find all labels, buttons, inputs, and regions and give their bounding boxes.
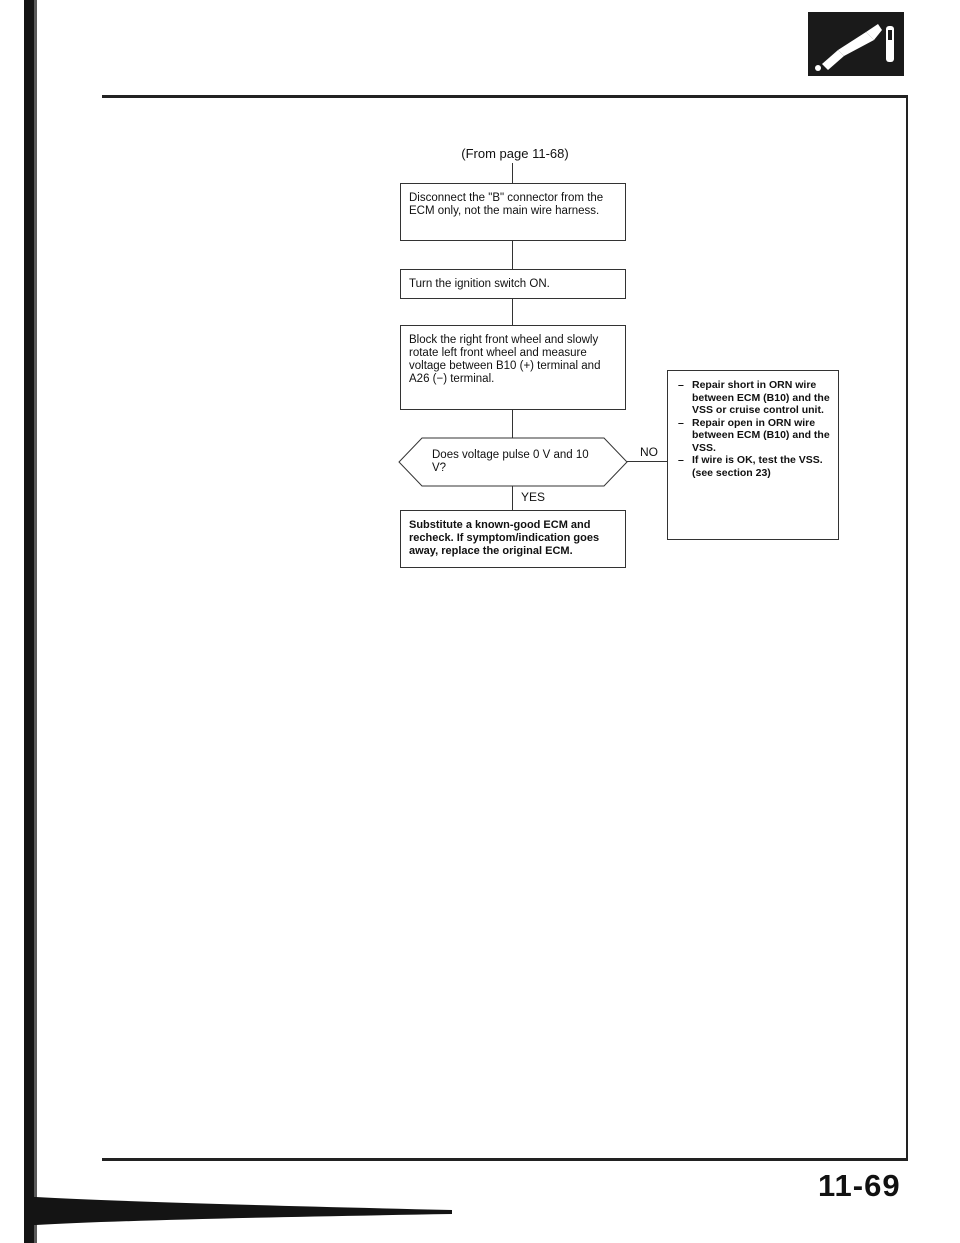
repair-item: – Repair short in ORN wire between ECM (B10) and the VSS or cruise control unit.: [678, 379, 830, 416]
repair-item-text: Repair short in ORN wire between ECM (B10) and the VSS or cruise control unit.: [692, 379, 830, 416]
binding-spine: [24, 0, 34, 1243]
no-label: NO: [640, 445, 658, 459]
connector-line: [512, 410, 513, 438]
fuel-nozzle-icon: [808, 12, 904, 76]
repair-item: – If wire is OK, test the VSS. (see section 23): [678, 454, 830, 479]
connector-line: [512, 299, 513, 325]
binding-spine-foot: [24, 1197, 454, 1225]
step-measure-voltage: Block the right front wheel and slowly rotate left front wheel and measure voltage between B10 (+) terminal and A26 (−) terminal.: [400, 325, 626, 410]
footer-rule: [102, 1158, 908, 1161]
binding-spine-edge: [34, 0, 37, 1243]
header-rule: [102, 95, 908, 98]
connector-line: [512, 163, 513, 183]
repair-item-text: If wire is OK, test the VSS. (see section 23): [692, 454, 823, 479]
repair-item: – Repair open in ORN wire between ECM (B10) and the VSS.: [678, 416, 830, 454]
from-page-reference: (From page 11-68): [461, 146, 569, 161]
decision-question: Does voltage pulse 0 V and 10 V?: [432, 449, 589, 474]
repair-item-text: Repair open in ORN wire between ECM (B10) and the VSS.: [692, 416, 830, 454]
page-number: 11-69: [818, 1168, 901, 1203]
step-disconnect-connector: Disconnect the "B" connector from the ECM only, not the main wire harness.: [400, 183, 626, 241]
result-repair-wire-box: [667, 370, 839, 540]
step-ignition-on: Turn the ignition switch ON.: [400, 269, 626, 299]
connector-line: [512, 486, 513, 510]
result-replace-ecm: Substitute a known-good ECM and recheck. If symptom/indication goes away, replace the original ECM.: [400, 510, 626, 568]
no-branch-line: [627, 461, 667, 462]
frame-right-rule: [906, 95, 908, 1161]
connector-line: [512, 241, 513, 269]
yes-label: YES: [521, 490, 546, 504]
